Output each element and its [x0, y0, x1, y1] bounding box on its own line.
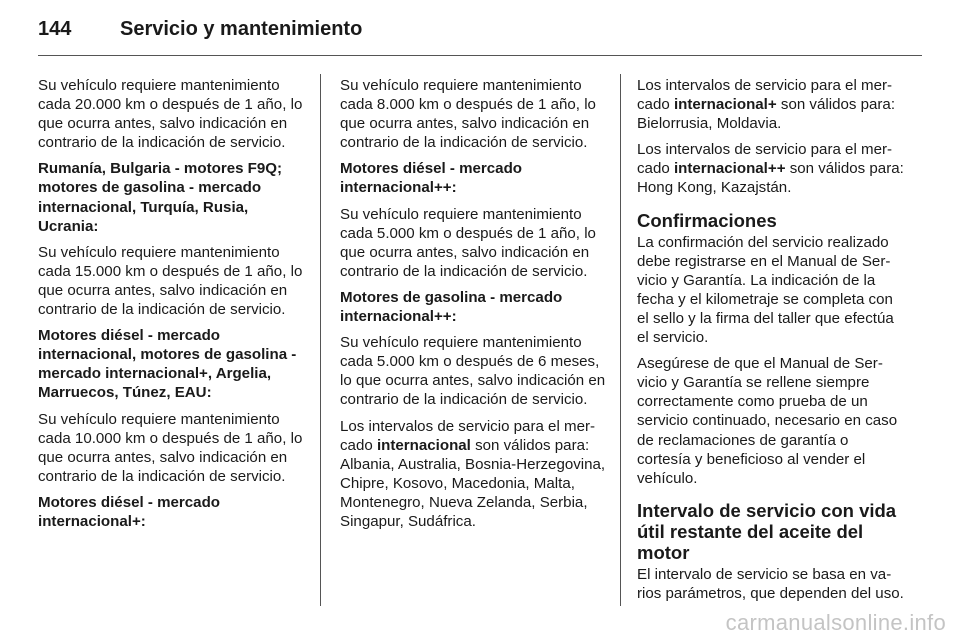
column-2 — [340, 76, 608, 538]
column-3 — [637, 76, 905, 610]
page-header — [38, 16, 922, 56]
paragraph: Su vehículo requiere mantenimiento cada 15.000 km o después de 1 año, lo que ocurra antes, salvo indicación en contrario de la indicación de servicio. — [38, 243, 303, 319]
page-number: 144 — [38, 18, 72, 40]
paragraph — [340, 417, 608, 532]
section-title: Intervalo de servicio con vida útil restante del aceite del motor — [637, 499, 897, 563]
section-heading: Motores diésel - mercado internacional+: — [38, 493, 221, 530]
paragraph: Su vehículo requiere mantenimiento cada 5.000 km o después de 1 año, lo que ocurra antes, salvo indicación en contrario de la indicación de servicio. — [340, 205, 596, 280]
text-run: Los intervalos de servicio para el mercado — [340, 417, 596, 454]
bold-term: internacional — [376, 436, 471, 454]
section-heading: Rumanía, Bulgaria - motores F9Q; motores de gasolina - mercado internacional, Turquía, Rusia, Ucrania: — [38, 160, 283, 235]
section-title: Confirmaciones — [637, 209, 777, 231]
paragraph: Asegúrese de que el Manual de Servicio y Garantía se rellene siempre correctamente como prueba de un servicio continuado, necesario en caso de reclamaciones de garantía o cortesía y beneficioso al vender el vehículo. — [637, 355, 898, 487]
paragraph: Su vehículo requiere mantenimiento cada 20.000 km o después de 1 año, lo que ocurra antes, salvo indicación en contrario de la indicación de servicio. — [38, 77, 303, 152]
paragraph — [637, 140, 905, 197]
column-1 — [38, 76, 306, 538]
paragraph: El intervalo de servicio se basa en varios parámetros, que dependen del uso. — [637, 565, 904, 602]
text-run: son válidos para: Bielorrusia, Moldavia. — [637, 96, 896, 133]
bold-term: internacional++ — [673, 160, 786, 178]
column-divider — [620, 74, 621, 606]
text-run: Los intervalos de servicio para el mercado — [637, 141, 893, 178]
paragraph: Su vehículo requiere mantenimiento cada 10.000 km o después de 1 año, lo que ocurra antes, salvo indicación en contrario de la indicación de servicio. — [38, 410, 303, 485]
paragraph — [637, 76, 905, 133]
bold-term: internacional+ — [673, 96, 777, 114]
watermark: carmanualsonline.info — [725, 610, 946, 635]
section-heading: Motores diésel - mercado internacional++: — [340, 160, 523, 197]
paragraph: Su vehículo requiere mantenimiento cada 5.000 km o después de 6 meses, lo que ocurra antes, salvo indicación en contrario de la indicación de servicio. — [340, 334, 606, 409]
paragraph: Su vehículo requiere mantenimiento cada 8.000 km o después de 1 año, lo que ocurra antes, salvo indicación en contrario de la indicación de servicio. — [340, 77, 596, 152]
section-heading: Motores diésel - mercado internacional, motores de gasolina - mercado internacional+, Argelia, Marruecos, Túnez, EAU: — [38, 327, 297, 402]
paragraph: La confirmación del servicio realizado debe registrarse en el Manual de Servicio y Garantía. La indicación de la fecha y el kilometraje se completa con el sello y la firma del taller que efectúa el servicio. — [637, 233, 894, 347]
column-divider — [320, 74, 321, 606]
text-run: son válidos para: Albania, Australia, Bosnia-Herzegovina, Chipre, Kosovo, Macedonia, Malta, Montenegro, Nueva Zelanda, Serbia, Singapur, Sudáfrica. — [340, 436, 606, 530]
section-heading: Motores de gasolina - mercado internacional++: — [340, 288, 563, 326]
header-divider — [38, 55, 922, 56]
page-title: Servicio y mantenimiento — [120, 18, 363, 40]
text-run: son válidos para: Hong Kong, Kazajstán. — [637, 160, 904, 197]
text-run: Los intervalos de servicio para el mercado — [637, 77, 893, 114]
